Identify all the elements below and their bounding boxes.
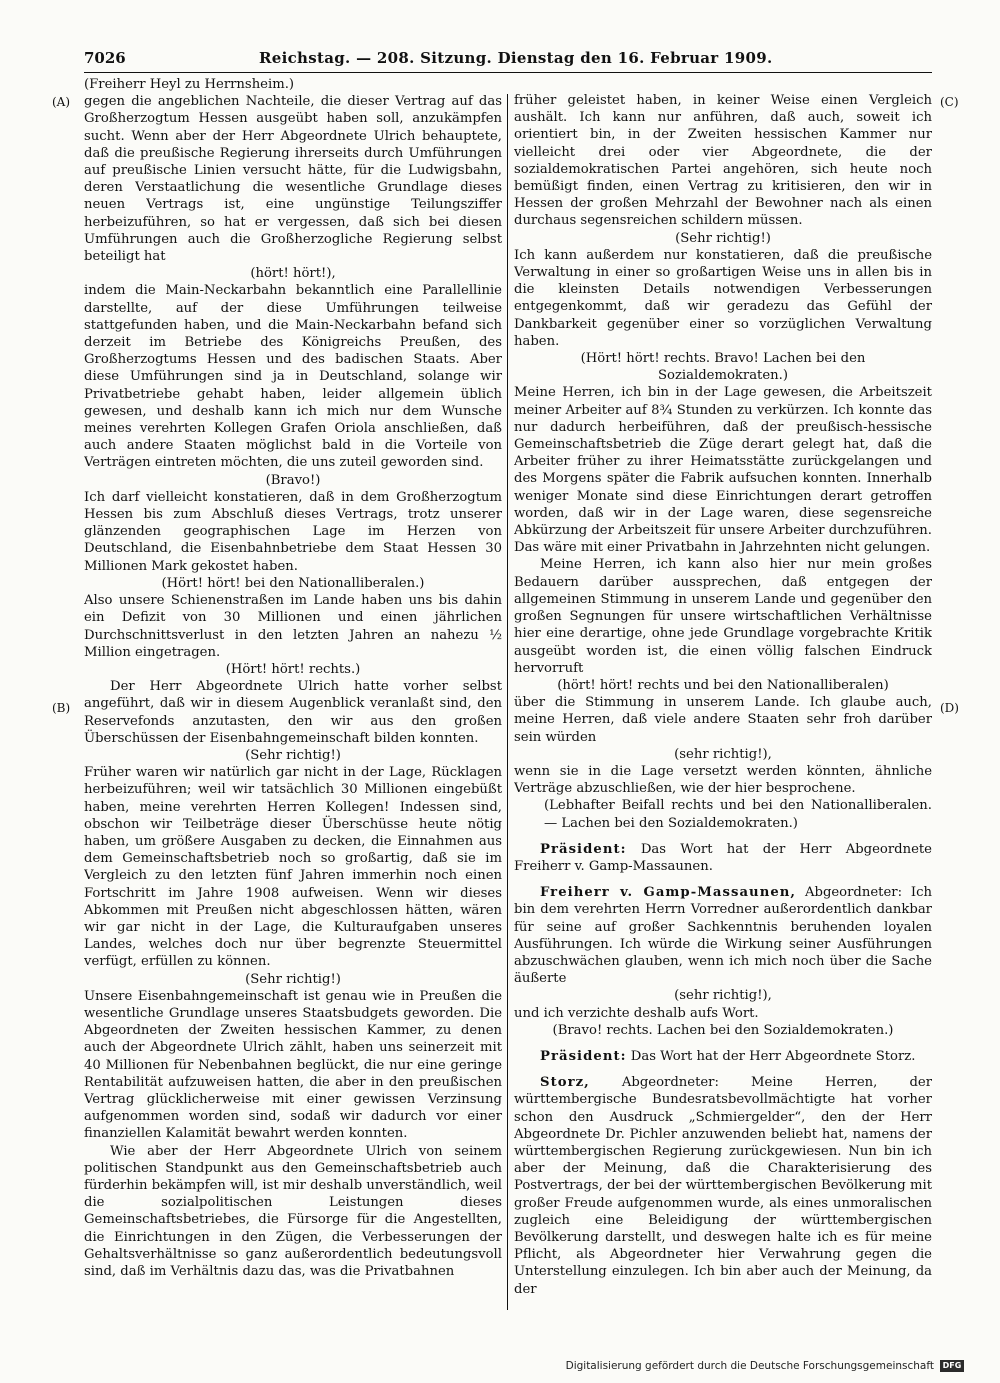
paragraph (514, 677, 932, 694)
column-divider (507, 94, 508, 1310)
paragraph-text: Das Wort hat der Herr Abgeordnete Freiherr v. Gamp-Massaunen. (514, 841, 932, 874)
paragraph-text: gegen die angeblichen Nachteile, die dieser Vertrag auf das Großherzogtum Hessen ausgeübt haben soll, anzukämpfen sucht. Wenn aber der Herr Abgeordnete Ulrich behauptete, daß die preußische Regierung ihrerseits durch Umführungen auf preußische Linien versucht hätte, für die Ludwigsbahn, deren Verstaatlichung die wesentliche Grundlage dieses neuen Vertrags ist, eine ungünstige Teilungsziffer herbeizuführen, so hat er vergessen, daß sich bei diesen Umführungen auch die Großherzogliche Regierung selbst beteiligt hat (84, 94, 502, 265)
dfg-logo: DFG (940, 1360, 964, 1372)
paragraph-text: (hört! hört!), (250, 266, 336, 282)
paragraph (84, 472, 502, 489)
paragraph-text: (Bravo! rechts. Lachen bei den Sozialdemokraten.) (552, 1022, 894, 1038)
paragraph (514, 746, 932, 763)
speaker-name: Freiherr v. Gamp-Massaunen, (540, 885, 797, 901)
margin-mark-d: (D) (940, 701, 959, 715)
paragraph-text: früher geleistet haben, in keiner Weise einen Vergleich aushält. Ich kann nur anführen, daß auch, soweit ich orientiert bin, in der Zweiten hessischen Kammer nur vielleicht drei oder vier Abgeordnete, die der sozialdemokratischen Partei angehören, sich heute noch bemüßigt finden, einen Vertrag zu kritisieren, den wir in Hessen der großen Mehrzahl der Bewohner nach als einen durchaus segensreichen schildern müssen. (514, 93, 932, 229)
paragraph (84, 575, 502, 592)
paragraph-text: (Bravo!) (265, 472, 321, 488)
paragraph (514, 350, 932, 384)
paragraph (514, 987, 932, 1004)
paragraph (514, 556, 932, 676)
paragraph-text: wenn sie in die Lage versetzt werden könnten, ähnliche Verträge abzuschließen, wie der hier besprochene. (514, 763, 932, 797)
paragraph-text: Abgeordneter: Meine Herren, der württembergische Bundesratsbevollmächtigte hat vorher schon den Ausdruck „Schmiergelder“, den der Herr Abgeordnete Dr. Pichler anzuwenden beliebt hat, namens der württembergischen Regierung zurückgewiesen. Nun bin ich aber der Meinung, daß die Charakterisierung des Postvertrags, der bei der württembergischen Bevölkerung mit großer Freude aufgenommen wurde, als eines unmoralischen zugleich eine Beleidigung der württembergischen Bevölkerung darstellt, und deswegen halte ich es für meine Pflicht, als Abgeordneter hier Verwahrung gegen die Unterstellung einzulegen. Ich bin aber auch der Meinung, da der (514, 1075, 932, 1297)
paragraph-text: (Sehr richtig!) (245, 747, 341, 763)
page-footer (566, 1360, 964, 1372)
paragraph (84, 282, 502, 471)
paragraph (514, 1048, 932, 1065)
paragraph-text: Abgeordneter: Ich bin dem verehrten Herrn Vorredner außerordentlich dankbar für seine auf großer Sachkenntnis beruhenden loyalen Ausführungen. Ich würde die Wirkung seiner Ausführungen abzuschwächen glauben, wenn ich mich noch über die Sache äußerte (514, 885, 932, 987)
speaker-name: Präsident: (540, 1048, 627, 1064)
paragraph-text: und ich verzichte deshalb aufs Wort. (514, 1005, 759, 1021)
left-column (84, 76, 502, 1280)
paragraph-text: (Sehr richtig!) (245, 971, 341, 987)
paragraph-text: (Hört! hört! rechts. Bravo! Lachen bei den Sozialdemokraten.) (580, 351, 866, 384)
footer-credit: Digitalisierung gefördert durch die Deutsche Forschungsgemeinschaft (565, 1360, 934, 1372)
paragraph-text: über die Stimmung in unserem Lande. Ich glaube auch, meine Herren, daß viele andere Staaten sehr froh darüber sein würden (514, 695, 932, 745)
paragraph-text: (sehr richtig!), (674, 988, 772, 1004)
page-header (84, 48, 932, 68)
right-column (514, 92, 932, 1298)
paragraph-text: (Lebhafter Beifall rechts und bei den Nationalliberalen. — Lachen bei den Sozialdemokraten.) (544, 798, 932, 831)
margin-mark-a: (A) (52, 95, 71, 109)
paragraph (514, 763, 932, 797)
margin-mark-c: (C) (940, 95, 959, 109)
paragraph (84, 265, 502, 282)
paragraph-text: Unsere Eisenbahngemeinschaft ist genau wie in Preußen die wesentliche Grundlage unseres Staatsbudgets geworden. Die Abgeordneten der Zweiten hessischen Kammer, zu denen auch der Abgeordnete Ulrich zählt, haben uns seinerzeit mit 40 Millionen für Nebenbahnen beglückt, die nur eine geringe Rentabilität aufzuweisen hatten, die aber in den preußischen Vertrag glücklicherweise mit einer gewissen Verzinsung aufgenommen worden sind, sodaß wir dadurch vor einer finanziellen Kalamität bewahrt werden konnten. (84, 988, 502, 1142)
paragraph (84, 76, 502, 93)
paragraph-text: (Hört! hört! bei den Nationalliberalen.) (161, 575, 425, 591)
speaker-name: Storz, (540, 1075, 590, 1091)
paragraph (514, 384, 932, 556)
paragraph-text: Also unsere Schienenstraßen im Lande haben uns bis dahin ein Defizit von 30 Millionen und einen jährlichen Durchschnittsverlust in den letzten Jahren an nahezu ½ Million eingetragen. (84, 593, 502, 660)
paragraph-text: (Hört! hört! rechts.) (225, 661, 361, 677)
paragraph (514, 247, 932, 350)
paragraph (514, 1074, 932, 1298)
paragraph (514, 230, 932, 247)
paragraph (84, 489, 502, 575)
paragraph (84, 678, 502, 747)
paragraph-text: Meine Herren, ich kann also hier nur mein großes Bedauern darüber aussprechen, daß entgegen der allgemeinen Stimmung in unserem Lande und gegenüber den großen Segnungen für unsere wirtschaftlichen Verhältnisse hier eine derartige, ohne jede Grundlage vorgebrachte Kritik ausgeübt worden ist, die einen völlig falschen Eindruck hervorruft (514, 557, 932, 676)
paragraph (514, 841, 932, 875)
paragraph (84, 764, 502, 970)
paragraph (84, 661, 502, 678)
paragraph-text: Ich kann außerdem nur konstatieren, daß die preußische Verwaltung in einer so großartigen Weise uns in allen bis in die kleinsten Details notwendigen Verbesserungen entgegenkommt, daß wir geradezu das Gefühl der Dankbarkeit gegenüber einer so vorzüglichen Verwaltung haben. (514, 247, 932, 349)
paragraph-text: Das Wort hat der Herr Abgeordnete Storz. (626, 1048, 916, 1064)
paragraph (84, 592, 502, 661)
running-title: Reichstag. — 208. Sitzung. Dienstag den 16. Februar 1909. (259, 49, 773, 67)
paragraph (84, 93, 502, 265)
paragraph (514, 797, 932, 831)
paragraph (84, 988, 502, 1143)
page-number: 7026 (84, 49, 126, 67)
paragraph-text: (hört! hört! rechts und bei den Nationalliberalen) (557, 677, 889, 693)
paragraph (514, 694, 932, 746)
paragraph (84, 747, 502, 764)
paragraph (514, 1005, 932, 1022)
paragraph-text: Der Herr Abgeordnete Ulrich hatte vorher selbst angeführt, daß wir in diesem Augenblick veranlaßt sind, den Reservefonds anzutasten, den wir aus den großen Überschüssen der Eisenbahngemeinschaft bilden konnten. (84, 679, 502, 746)
paragraph-text: indem die Main-Neckarbahn bekanntlich eine Parallellinie darstellte, auf der diese Umführungen teilweise stattgefunden haben, und die Main-Neckarbahn befand sich derzeit im Betriebe des Königreichs Preußen, des Großherzogtums Hessen und des badischen Staats. Aber diese Umführungen sind ja in Deutschland, solange wir Privatbetriebe gehabt haben, leider allgemein üblich gewesen, und deshalb kann ich mich nur dem Wunsche meines verehrten Kollegen Grafen Oriola anschließen, daß auch andere Staaten möglichst bald in die Vorteile von Verträgen eintreten möchten, die uns zuteil geworden sind. (84, 283, 502, 471)
paragraph-text: Früher waren wir natürlich gar nicht in der Lage, Rücklagen herbeizuführen; weil wir tatsächlich 30 Millionen eingebüßt haben, meine verehrten Herren Kollegen! Indessen sind, obschon wir Teilbeträge dieser Überschüsse heute nötig haben, um größere Ausgaben zu decken, die Einnahmen aus dem Gemeinschaftsbetrieb noch so großartig, daß sie im Vergleich zu den letzten fünf Jahren immerhin noch einen Fortschritt im Jahre 1908 aufweisen. Wenn wir dieses Abkommen mit Preußen nicht abgeschlossen hätten, wären wir gar nicht in der Lage, die Kulturaufgaben unseres Landes, welches doch nur über begrenzte Steuermittel verfügt, erfüllen zu können. (84, 765, 502, 970)
paragraph-text: Ich darf vielleicht konstatieren, daß in dem Großherzogtum Hessen bis zum Abschluß dieses Vertrags, trotz unserer glänzenden geographischen Lage im Herzen von Deutschland, die Eisenbahnbetriebe dem Staat Hessen 30 Millionen Mark gekostet haben. (84, 489, 502, 574)
header-rule (84, 72, 932, 73)
paragraph-text: (Sehr richtig!) (675, 230, 771, 246)
paragraph (84, 971, 502, 988)
paragraph-text: (sehr richtig!), (674, 746, 772, 762)
paragraph (514, 92, 932, 230)
speaker-name: Präsident: (540, 841, 627, 857)
paragraph-text: (Freiherr Heyl zu Herrnsheim.) (84, 77, 295, 92)
margin-mark-b: (B) (52, 701, 71, 715)
paragraph (514, 884, 932, 987)
paragraph-text: Meine Herren, ich bin in der Lage gewesen, die Arbeitszeit meiner Arbeiter auf 8¾ Stunden zu verkürzen. Ich konnte das nur dadurch herbeiführen, daß der preußisch-hessische Gemeinschaftsbetrieb die Züge derart gelegt hat, daß die Arbeiter früher zu ihrer Heimatsstätte zurückgelangen und des Morgens später die Fabrik aufsuchen konnten. Innerhalb weniger Monate sind diese Einrichtungen derart getroffen worden, daß wir in der Lage waren, diese segensreiche Abkürzung der Arbeitszeit für unsere Arbeiter durchzuführen. Das wäre mit einer Privatbahn in Jahrzehnten nicht gelungen. (514, 385, 932, 556)
paragraph (84, 1143, 502, 1281)
paragraph (514, 1022, 932, 1039)
paragraph-text: Wie aber der Herr Abgeordnete Ulrich von seinem politischen Standpunkt aus den Gemeinschaftsbetrieb auch fürderhin bekämpfen will, ist mir deshalb unverständlich, weil die sozialpolitischen Leistungen dieses Gemeinschaftsbetriebes, die Fürsorge für die Angestellten, die Einrichtungen in den Zügen, die Verbesserungen der Gehaltsverhältnisse so ganz außerordentlich bedeutungsvoll sind, daß im Verhältnis dazu das, was die Privatbahnen (84, 1143, 502, 1280)
